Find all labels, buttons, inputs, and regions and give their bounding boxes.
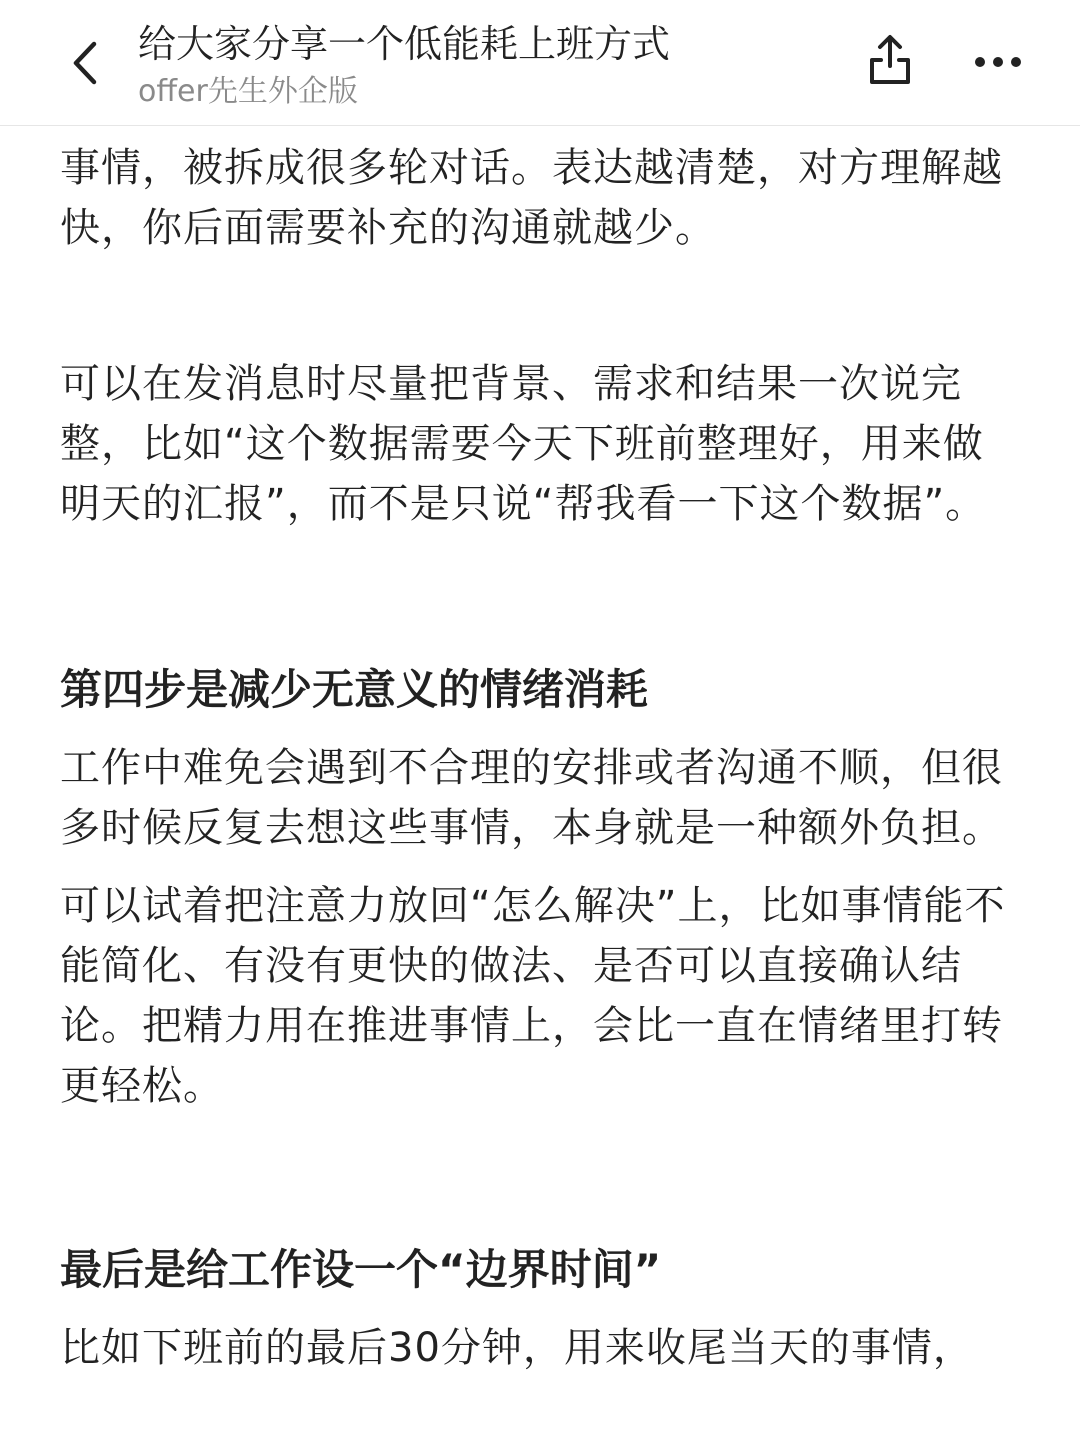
paragraph-3: 工作中难免会遇到不合理的安排或者沟通不顺，但很多时候反复去想这些事情，本身就是一种额外负担。	[60, 745, 1003, 851]
more-horizontal-icon	[974, 56, 1022, 68]
top-nav-bar	[0, 0, 1080, 126]
title-block	[138, 18, 670, 112]
share-icon	[868, 34, 912, 86]
paragraph-1: 事情，被拆成很多轮对话。表达越清楚，对方理解越快，你后面需要补充的沟通就越少。	[60, 145, 1003, 251]
section-heading-boundary: 最后是给工作设一个“边界时间”	[60, 1245, 662, 1294]
paragraph-4: 可以试着把注意力放回“怎么解决”上，比如事情能不能简化、有没有更快的做法、是否可以直接确认结论。把精力用在推进事情上，会比一直在情绪里打转更轻松。	[60, 883, 1006, 1109]
author-name[interactable]: offer先生外企版	[138, 74, 358, 109]
page-title: 给大家分享一个低能耗上班方式	[138, 22, 671, 66]
section-heading-step4: 第四步是减少无意义的情绪消耗	[60, 665, 649, 714]
share-button[interactable]	[862, 32, 918, 88]
chevron-left-icon	[70, 40, 100, 86]
more-button[interactable]	[968, 40, 1028, 84]
paragraph-2: 可以在发消息时尽量把背景、需求和结果一次说完整，比如“这个数据需要今天下班前整理好，用来做明天的汇报”，而不是只说“帮我看一下这个数据”。	[60, 361, 987, 527]
back-button[interactable]	[60, 38, 110, 88]
paragraph-5: 比如下班前的最后30分钟，用来收尾当天的事情，	[60, 1325, 974, 1371]
